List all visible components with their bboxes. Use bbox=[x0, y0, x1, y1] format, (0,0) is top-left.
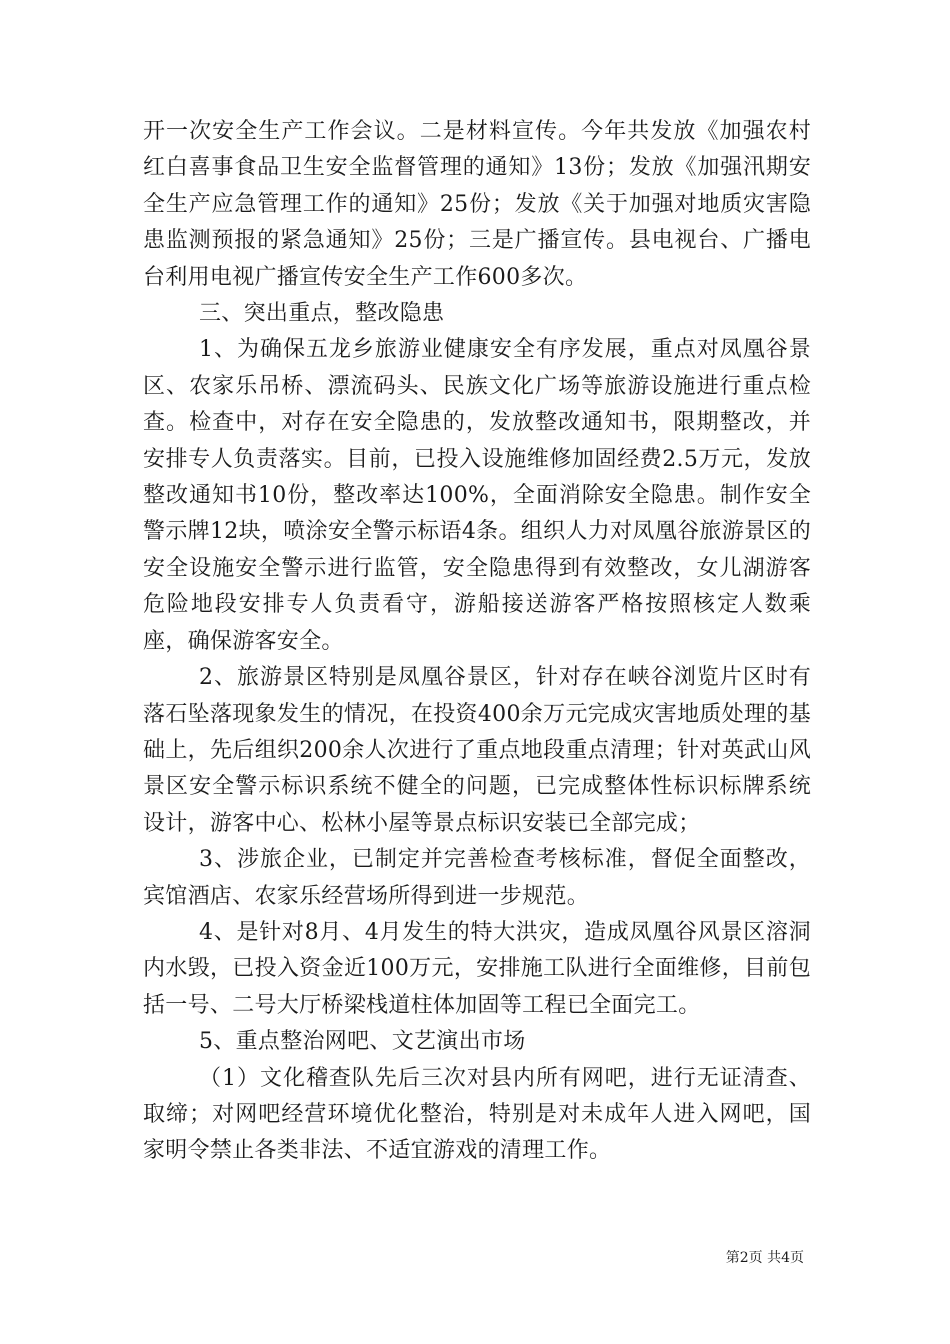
paragraph-item-1-tourism-inspection: 1、为确保五龙乡旅游业健康安全有序发展，重点对凤凰谷景区、农家乐吊桥、漂流码头、民族文化广场等旅游设施进行重点检查。检查中，对存在安全隐患的，发放整改通知书，限期整改，并安排专人负责落实。目前，已投入设施维修加固经费2.5万元，发放整改通知书10份，整改率达100%，全面消除安全隐患。制作安全警示牌12块，喷涂安全警示标语4条。组织人力对凤凰谷旅游景区的安全设施安全警示进行监管，安全隐患得到有效整改，女儿湖游客危险地段安排专人负责看守，游船接送游客严格按照核定人数乘座，确保游客安全。 bbox=[143, 337, 811, 654]
paragraph-item-5-1-internet-cafe: （1）文化稽查队先后三次对县内所有网吧，进行无证清查、取缔；对网吧经营环境优化整治，特别是对未成年人进入网吧，国家明令禁止各类非法、不适宜游戏的清理工作。 bbox=[143, 1065, 811, 1164]
paragraph-item-4-flood-repair: 4、是针对8月、4月发生的特大洪灾，造成凤凰谷风景区溶洞内水毁，已投入资金近100万元，安排施工队进行全面维修，目前包括一号、二号大厅桥梁栈道柱体加固等工程已全面完工。 bbox=[143, 919, 811, 1018]
document-body bbox=[143, 114, 811, 1170]
paragraph-publicity-continued: 开一次安全生产工作会议。二是材料宣传。今年共发放《加强农村红白喜事食品卫生安全监督管理的通知》13份；发放《加强汛期安全生产应急管理工作的通知》25份；发放《关于加强对地质灾害隐患监测预报的紧急通知》25份；三是广播宣传。县电视台、广播电台利用电视广播宣传安全生产工作600多次。 bbox=[143, 119, 811, 290]
paragraph-item-3-tourism-enterprises: 3、涉旅企业，已制定并完善检查考核标准，督促全面整改，宾馆酒店、农家乐经营场所得到进一步规范。 bbox=[143, 847, 811, 909]
page-number-footer: 第2页 共4页 bbox=[725, 1250, 804, 1266]
paragraph-item-5-heading: 5、重点整治网吧、文艺演出市场 bbox=[199, 1029, 526, 1055]
paragraph-item-2-scenic-area: 2、旅游景区特别是凤凰谷景区，针对存在峡谷浏览片区时有落石坠落现象发生的情况，在投资400余万元完成灾害地质处理的基础上，先后组织200余人次进行了重点地段重点清理；针对英武山风景区安全警示标识系统不健全的问题，已完成整体性标识标牌系统设计，游客中心、松林小屋等景点标识安装已全部完成； bbox=[143, 665, 811, 836]
section-heading-rectify-hazards: 三、突出重点，整改隐患 bbox=[199, 301, 445, 327]
